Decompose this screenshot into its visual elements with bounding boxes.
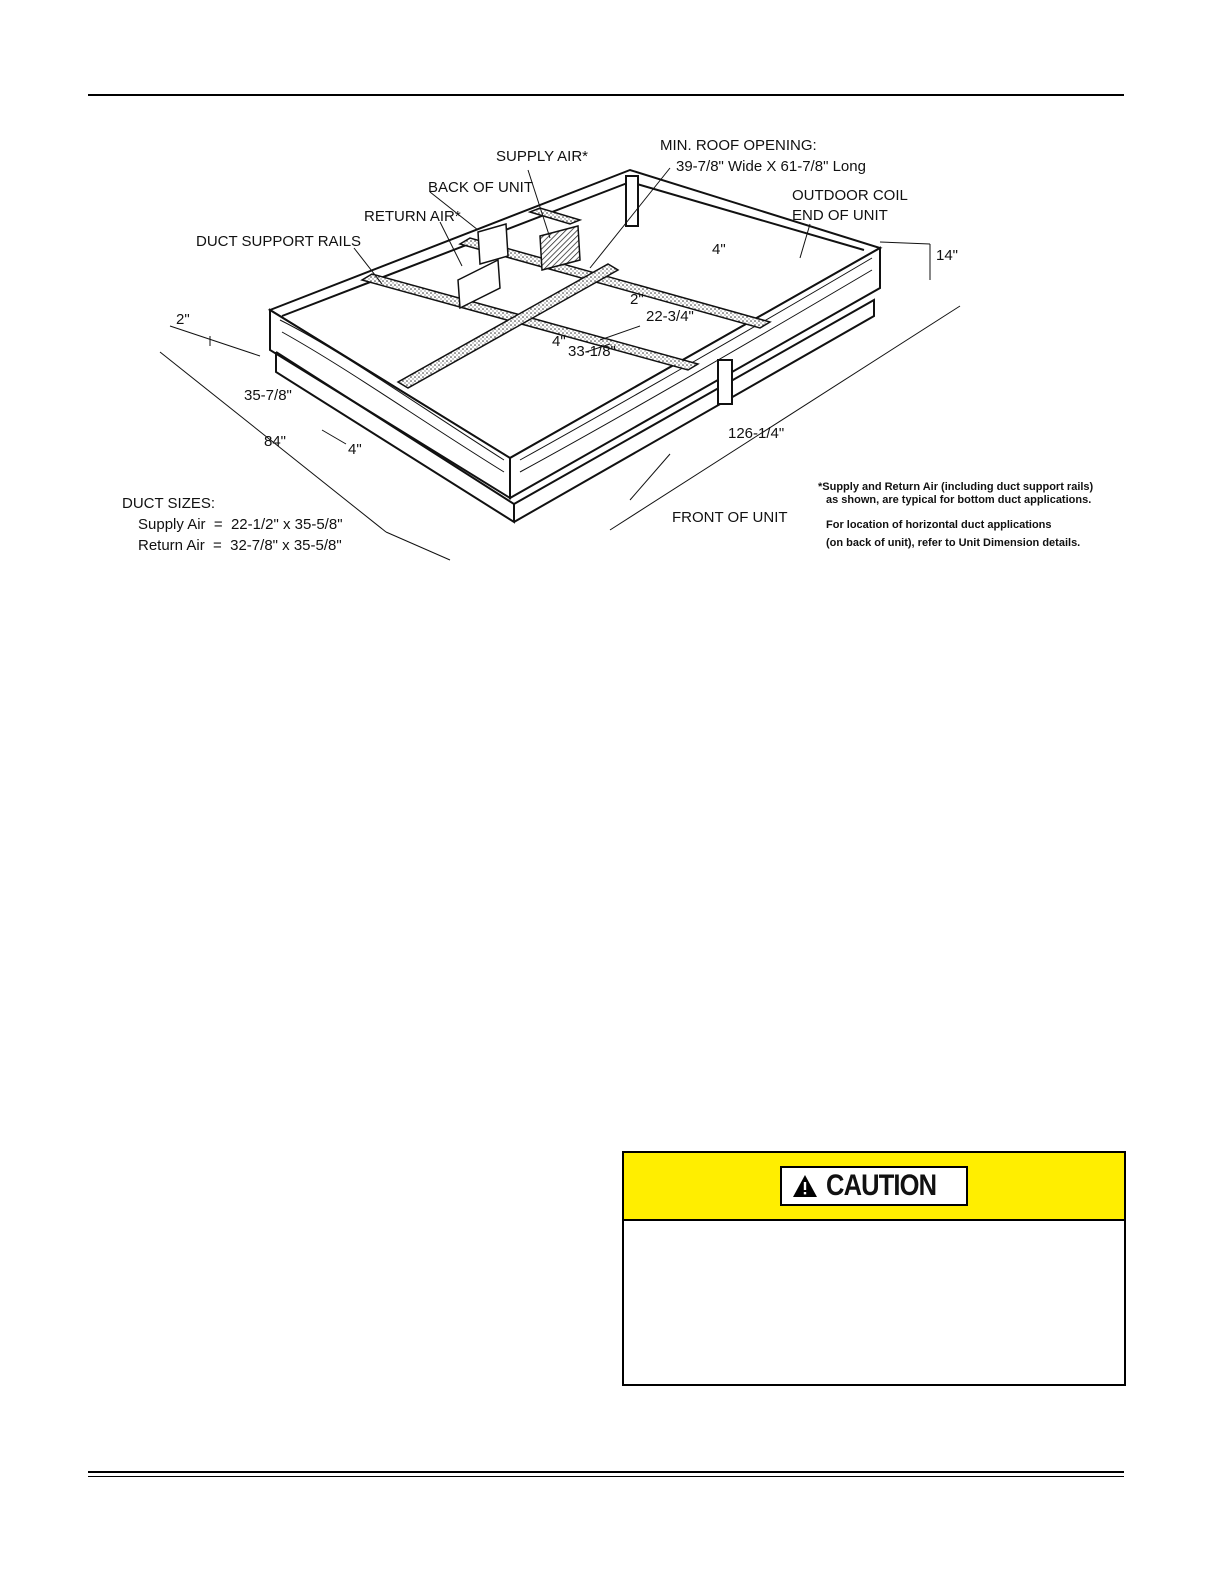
dim-width-84: 84" — [264, 433, 287, 450]
dim-gap-2-right: 2" — [630, 291, 644, 308]
dim-edge-2-left: 2" — [176, 311, 190, 328]
note-line-2: as shown, are typical for bottom duct applications. — [826, 494, 1092, 506]
duct-sizes-title: DUCT SIZES: — [122, 495, 216, 512]
duct-size-supply: Supply Air = 22-1/2" x 35-5/8" — [138, 516, 343, 533]
dim-height: 14" — [936, 247, 959, 264]
dim-span-35-7-8: 35-7/8" — [244, 387, 292, 404]
label-back-of-unit: BACK OF UNIT — [428, 179, 534, 196]
note-line-4: (on back of unit), refer to Unit Dimension details. — [826, 537, 1081, 549]
dim-edge-4-left: 4" — [348, 441, 362, 458]
warning-triangle-icon — [792, 1174, 818, 1198]
note-line-3: For location of horizontal duct applications — [826, 519, 1052, 531]
caution-header — [624, 1153, 1124, 1221]
footer-rule — [88, 1471, 1124, 1473]
dim-span-22-3-4: 22-3/4" — [646, 308, 694, 325]
label-duct-support-rails: DUCT SUPPORT RAILS — [196, 233, 362, 250]
dim-span-33-1-8: 33-1/8" — [568, 343, 616, 360]
duct-size-return: Return Air = 32-7/8" x 35-5/8" — [138, 537, 342, 554]
note-line-1: *Supply and Return Air (including duct support rails) — [818, 481, 1094, 493]
roof-curb-diagram — [110, 120, 1110, 580]
dim-gap-4-mid: 4" — [552, 333, 566, 350]
label-front-of-unit: FRONT OF UNIT — [672, 509, 788, 526]
label-return-air: RETURN AIR* — [364, 208, 461, 225]
label-min-roof-opening-size: 39-7/8" Wide X 61-7/8" Long — [676, 158, 866, 175]
caution-box — [622, 1151, 1126, 1386]
caution-badge — [780, 1166, 968, 1206]
label-min-roof-opening: MIN. ROOF OPENING: — [660, 137, 817, 154]
caution-label: CAUTION — [826, 1169, 937, 1202]
label-outdoor-coil-2: END OF UNIT — [792, 207, 888, 224]
dim-length-126-1-4: 126-1/4" — [728, 425, 785, 442]
dim-rail-width: 4" — [712, 241, 726, 258]
footer-rule-thin — [88, 1476, 1124, 1477]
header-rule — [88, 94, 1124, 96]
label-supply-air: SUPPLY AIR* — [496, 148, 588, 165]
label-outdoor-coil-1: OUTDOOR COIL — [792, 187, 908, 204]
